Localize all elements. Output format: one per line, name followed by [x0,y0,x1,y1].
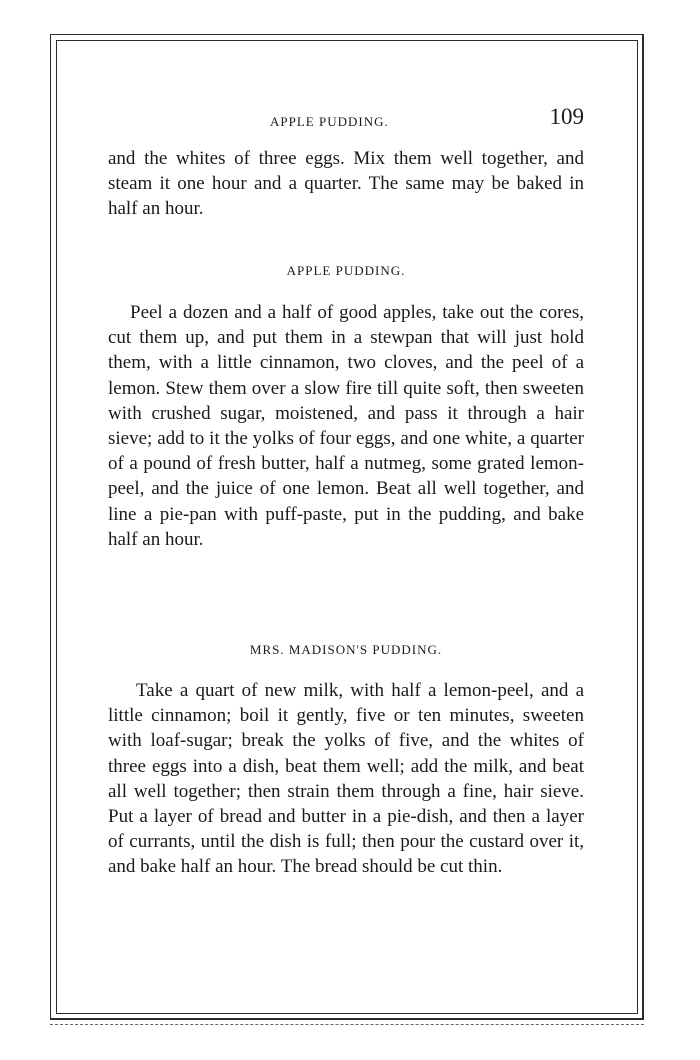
recipe-heading-mrs-madisons-pudding: MRS. MADISON'S PUDDING. [249,642,443,657]
recipe-body-apple-pudding [108,300,584,552]
bottom-rule [50,1024,644,1025]
recipe-text: Take a quart of new milk, with half a lemon-peel, and a little cinnamon; boil it gently, five or ten minutes, sweeten with loaf-sugar; break the yolks of five, and the whites of three eggs into a dish, beat them well; add the milk, and beat all well together; then strain them through a fine, hair sieve. Put a layer of bread and butter in a pie-dish, and then a layer of currants, until the dish is full; then pour the custard over it, and bake half an hour. The bread should be cut thin. [108,680,584,878]
running-title: APPLE PUDDING. [270,114,389,129]
recipe-heading-apple-pudding: APPLE PUDDING. [286,263,406,278]
recipe-body-mrs-madisons-pudding [108,678,584,880]
recipe-text: Peel a dozen and a half of good apples, take out the cores, cut them up, and put them in a stewpan that will just hold them, with a little cinnamon, two cloves, and the peel of a lemon. Stew them over a slow fire till quite soft, then sweeten with crushed sugar, moistened, and pass it through a hair sieve; add to it the yolks of four eggs, and one white, a quarter of a pound of fresh butter, half a nutmeg, some grated lemon-peel, and the juice of one lemon. Beat all well together, and line a pie-pan with puff-paste, put in the pudding, and bake half an hour. [108,302,584,550]
page-number: 109 [549,104,584,129]
running-head [110,104,584,140]
continuation-text: and the whites of three eggs. Mix them well together, and steam it one hour and a quarter. The same may be baked in half an hour. [108,148,584,220]
continuation-paragraph [108,146,584,222]
